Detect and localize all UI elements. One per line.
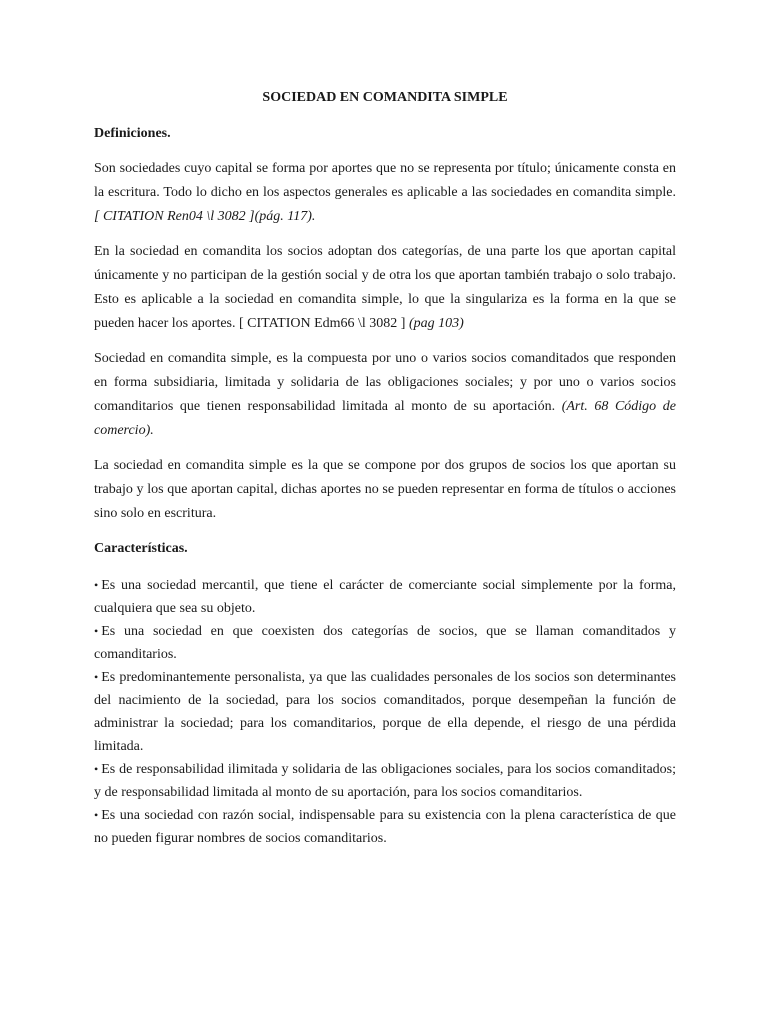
paragraph-text: La sociedad en comandita simple es la que se compone por dos grupos de socios los que aportan su trabajo y los que aportan capital, dichas aportes no se pueden representar en forma de títulos o acciones sino solo en escritura.: [94, 458, 676, 521]
document-page: [94, 86, 676, 850]
list-item-text: Es una sociedad mercantil, que tiene el carácter de comerciante social simplemente por la forma, cualquiera que sea su objeto.: [94, 578, 676, 616]
paragraph-2: [94, 240, 676, 336]
list-item: [94, 758, 676, 804]
definitions-heading: Definiciones.: [94, 126, 171, 141]
bullet-icon: •: [94, 578, 99, 592]
list-item-text: Es una sociedad con razón social, indispensable para su existencia con la plena característica de que no pueden figurar nombres de socios comanditarios.: [94, 808, 676, 846]
paragraph-text: Sociedad en comandita simple, es la compuesta por uno o varios socios comanditados que responden en forma subsidiaria, limitada y solidaria de las obligaciones sociales; y por uno o varios socios comanditarios que tienen responsabilidad limitada al monto de su aportación.: [94, 351, 676, 414]
bullet-icon: •: [94, 762, 99, 776]
characteristics-list: [94, 574, 676, 850]
bullet-icon: •: [94, 670, 99, 684]
list-item: [94, 666, 676, 758]
paragraph-4: [94, 454, 676, 526]
list-item: [94, 620, 676, 666]
citation: (Art. 68 Código de comercio).: [94, 399, 677, 438]
paragraph-text: Son sociedades cuyo capital se forma por aportes que no se representa por título; únicamente consta en la escritura. Todo lo dicho en los aspectos generales es aplicable a las sociedades en comandita simple.: [94, 161, 676, 200]
bullet-icon: •: [94, 624, 99, 638]
paragraph-text: En la sociedad en comandita los socios adoptan dos categorías, de una parte los que aportan capital únicamente y no participan de la gestión social y de otra los que aportan también trabajo o solo trabajo. Esto es aplicable a la sociedad en comandita simple, lo que la singulariza es la forma en la que se pueden hacer los aportes. [ CITATION Edm66 \l 3082 ]: [94, 244, 676, 331]
document-title: SOCIEDAD EN COMANDITA SIMPLE: [262, 90, 508, 105]
characteristics-heading: Características.: [94, 541, 188, 556]
paragraph-3: [94, 347, 676, 443]
paragraph-1: [94, 157, 676, 229]
citation: (pag 103): [408, 316, 464, 331]
list-item-text: Es predominantemente personalista, ya que las cualidades personales de los socios son determinantes del nacimiento de la sociedad, para los socios comanditados, porque desempeñan la función de administrar la sociedad; para los comanditarios, porque de ella depende, el riesgo de una pérdida limitada.: [94, 670, 676, 754]
list-item-text: Es una sociedad en que coexisten dos categorías de socios, que se llaman comanditados y comanditarios.: [94, 624, 676, 662]
citation: [ CITATION Ren04 \l 3082 ](pág. 117).: [94, 209, 316, 224]
list-item-text: Es de responsabilidad ilimitada y solidaria de las obligaciones sociales, para los socios comanditados; y de responsabilidad limitada al monto de su aportación, para los socios comanditarios.: [94, 762, 676, 800]
bullet-icon: •: [94, 808, 99, 822]
list-item: [94, 574, 676, 620]
list-item: [94, 804, 676, 850]
